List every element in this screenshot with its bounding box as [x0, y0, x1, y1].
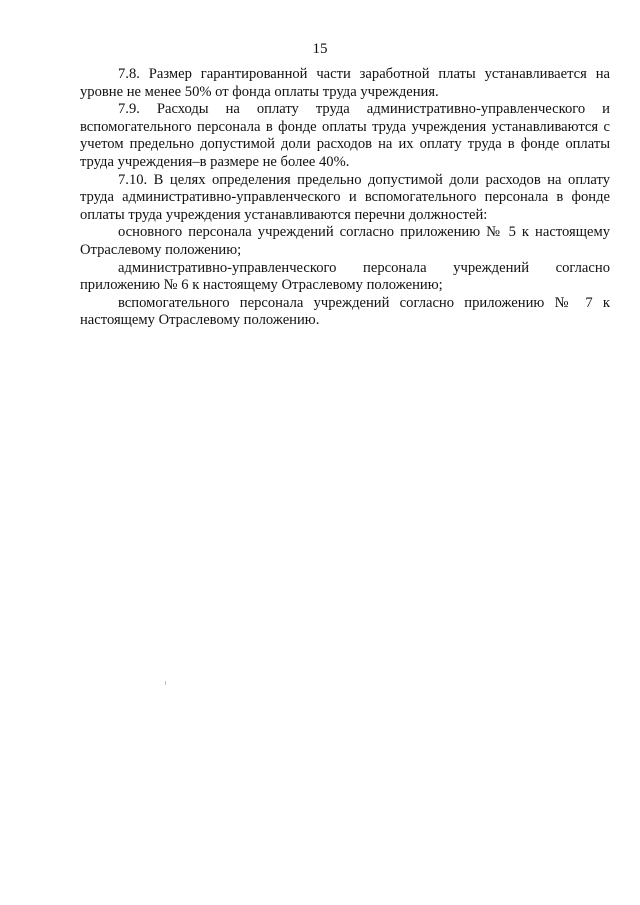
list-item-admin-staff: административно-управленческого персонала учреждений согласно приложению № 6 к настоящему Отраслевому положению; [80, 259, 610, 294]
paragraph-7-10: 7.10. В целях определения предельно допустимой доли расходов на оплату труда административно-управленческого и вспомогательного персонала в фонде оплаты труда учреждения устанавливаются перечни должностей: [80, 171, 610, 223]
paragraph-7-9: 7.9. Расходы на оплату труда административно-управленческого и вспомогательного персонала в фонде оплаты труда учреждения устанавливаются с учетом предельно допустимой доли расходов на их оплату труда в фонде оплаты труда учреждения–в размере не более 40%. [80, 101, 610, 170]
list-item-main-staff: основного персонала учреждений согласно приложению № 5 к настоящему Отраслевому положению; [80, 224, 610, 258]
document-body [80, 66, 610, 330]
page-number: 15 [312, 41, 328, 57]
paragraph-7-8: 7.8. Размер гарантированной части заработной платы устанавливается на уровне не менее 50% от фонда оплаты труда учреждения. [80, 66, 610, 100]
list-item-support-staff: вспомогательного персонала учреждений согласно приложению № 7 к настоящему Отраслевому положению. [80, 294, 610, 329]
scan-artifact [165, 681, 166, 685]
